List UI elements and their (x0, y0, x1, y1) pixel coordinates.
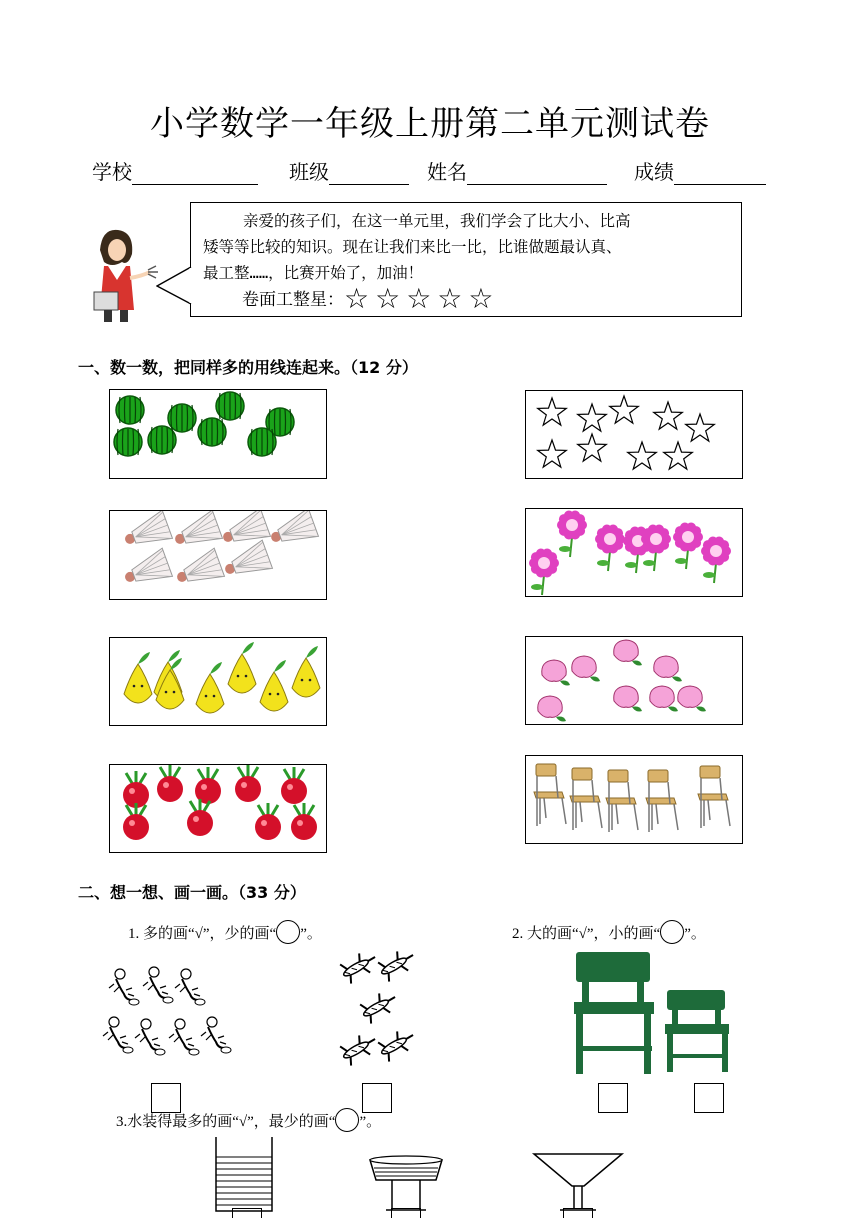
shuttlecock-icon (170, 511, 223, 554)
q2-prefix: 2. 大的画“√”，小的画“ (512, 926, 661, 942)
tall-cup (210, 1135, 280, 1215)
question-3 (116, 1108, 381, 1132)
watermelon-icon (148, 426, 176, 454)
ants-group (100, 960, 240, 1060)
radish-group (110, 765, 326, 852)
shuttlecock-icon (172, 548, 225, 592)
shuttlecock-icon (220, 540, 273, 584)
answer-box-big-chair[interactable] (598, 1083, 628, 1113)
goblet (530, 1150, 626, 1215)
bubble-tail (156, 266, 196, 306)
pear-icon (260, 660, 288, 711)
info-class (289, 156, 409, 185)
radish-icon (281, 767, 307, 804)
intro-line-3: 最工整……，比赛开始了，加油！ (203, 264, 424, 282)
chair-icon (698, 766, 730, 828)
watermelon-group (110, 390, 326, 478)
q1-suffix: ”。 (300, 926, 322, 942)
watermelon-box[interactable] (109, 389, 327, 479)
star-icon (538, 398, 567, 425)
star-icon (664, 442, 693, 469)
score-field[interactable] (674, 164, 766, 185)
name-field[interactable] (467, 164, 607, 185)
q3-prefix: 3.水装得最多的画“√”，最少的画“ (116, 1114, 336, 1130)
shuttlecock-icon (266, 511, 319, 552)
intro-line-2: 矮等等比较的知识。现在让我们来比一比，比谁做题最认真、 (203, 238, 622, 256)
peach-icon (650, 686, 678, 712)
info-school (92, 156, 258, 185)
flower-group (526, 509, 742, 596)
radish-icon (123, 771, 149, 808)
peach-icon (572, 656, 600, 682)
chair-icon (570, 768, 602, 830)
star-icon (578, 434, 607, 461)
answer-box-small-chair[interactable] (694, 1083, 724, 1113)
question-1 (128, 920, 322, 944)
pear-icon (124, 652, 152, 703)
class-field[interactable] (329, 164, 409, 185)
chair-box[interactable] (525, 755, 743, 844)
lizard-icon (338, 1029, 380, 1066)
lizard-icon (376, 950, 418, 983)
peach-icon (614, 640, 642, 666)
watermelon-icon (248, 428, 276, 456)
small-chair (665, 990, 729, 1072)
chair-icon (534, 764, 566, 826)
section1-heading: 一、数一数，把同样多的用线连起来。（12 分） (78, 358, 418, 377)
radish-icon (291, 803, 317, 840)
radish-box[interactable] (109, 764, 327, 853)
star-icon (610, 396, 639, 423)
radish-icon (195, 767, 221, 804)
star-box[interactable] (525, 390, 743, 479)
radish-icon (255, 803, 281, 840)
flower-box[interactable] (525, 508, 743, 597)
peach-icon (542, 660, 570, 686)
chair-icon (646, 770, 678, 832)
answer-box-goblet[interactable] (563, 1208, 593, 1218)
peach-icon (678, 686, 706, 712)
flower-icon (641, 524, 671, 571)
star-group (526, 391, 742, 478)
short-glass (366, 1150, 446, 1215)
star-icon (578, 404, 607, 431)
intro-line-1: 亲爱的孩子们，在这一单元里，我们学会了比大小、比高 (243, 212, 631, 230)
pear-icon (292, 646, 320, 697)
neatness-stars[interactable]: ☆☆☆☆☆ (344, 282, 500, 315)
chairs-size-compare (572, 950, 742, 1076)
school-label: 学校 (92, 160, 132, 184)
big-chair (574, 952, 654, 1074)
watermelon-icon (116, 396, 144, 424)
radish-icon (123, 803, 149, 840)
star-icon (628, 442, 657, 469)
shuttlecock-box[interactable] (109, 510, 327, 600)
watermelon-icon (114, 428, 142, 456)
ant-icon (143, 967, 173, 1003)
peach-box[interactable] (525, 636, 743, 725)
question-2 (512, 920, 706, 944)
flower-icon (557, 510, 587, 557)
star-icon (654, 402, 683, 429)
q2-suffix: ”。 (684, 926, 706, 942)
pear-group (110, 638, 326, 725)
info-score (634, 156, 766, 185)
ant-icon (109, 969, 139, 1005)
pear-icon (228, 642, 256, 693)
radish-icon (187, 799, 213, 836)
peach-icon (538, 696, 566, 722)
lizards-group (336, 950, 426, 1070)
name-label: 姓名 (427, 160, 467, 184)
lizard-icon (358, 987, 400, 1024)
peach-icon (614, 686, 642, 712)
intro-text (203, 208, 733, 286)
flower-icon (595, 524, 625, 571)
lizard-icon (376, 1025, 418, 1062)
shuttlecock-group (110, 511, 326, 599)
flower-icon (529, 548, 559, 595)
ant-icon (175, 969, 205, 1005)
flower-icon (701, 536, 731, 583)
circle-symbol (335, 1108, 359, 1132)
q1-prefix: 1. 多的画“√”，少的画“ (128, 926, 277, 942)
info-name (427, 156, 607, 185)
answer-box-tall-cup[interactable] (232, 1208, 262, 1218)
ant-icon (135, 1019, 165, 1055)
neatness-label: 卷面工整星： (242, 290, 344, 310)
chair-icon (606, 770, 638, 832)
class-label: 班级 (289, 160, 329, 184)
page-title: 小学数学一年级上册第二单元测试卷 (150, 104, 710, 144)
chair-group (526, 756, 742, 843)
pear-icon (196, 662, 224, 713)
pear-box[interactable] (109, 637, 327, 726)
star-icon (686, 414, 715, 441)
answer-box-short-glass[interactable] (391, 1208, 421, 1218)
radish-icon (157, 765, 183, 802)
ant-icon (201, 1017, 231, 1053)
watermelon-icon (216, 392, 244, 420)
peach-group (526, 637, 742, 724)
watermelon-icon (198, 418, 226, 446)
ant-icon (103, 1017, 133, 1053)
star-icon (538, 440, 567, 467)
flower-icon (673, 522, 703, 569)
radish-icon (235, 765, 261, 802)
section2-heading: 二、想一想、画一画。（33 分） (78, 883, 306, 902)
school-field[interactable] (132, 164, 258, 185)
circle-symbol (660, 920, 684, 944)
score-label: 成绩 (634, 160, 674, 184)
shuttlecock-icon (120, 548, 173, 592)
circle-symbol (276, 920, 300, 944)
q3-suffix: ”。 (359, 1114, 382, 1130)
peach-icon (654, 656, 682, 682)
ant-icon (169, 1019, 199, 1055)
lizard-icon (338, 950, 380, 985)
neatness-row (242, 282, 500, 315)
shuttlecock-icon (120, 511, 173, 554)
